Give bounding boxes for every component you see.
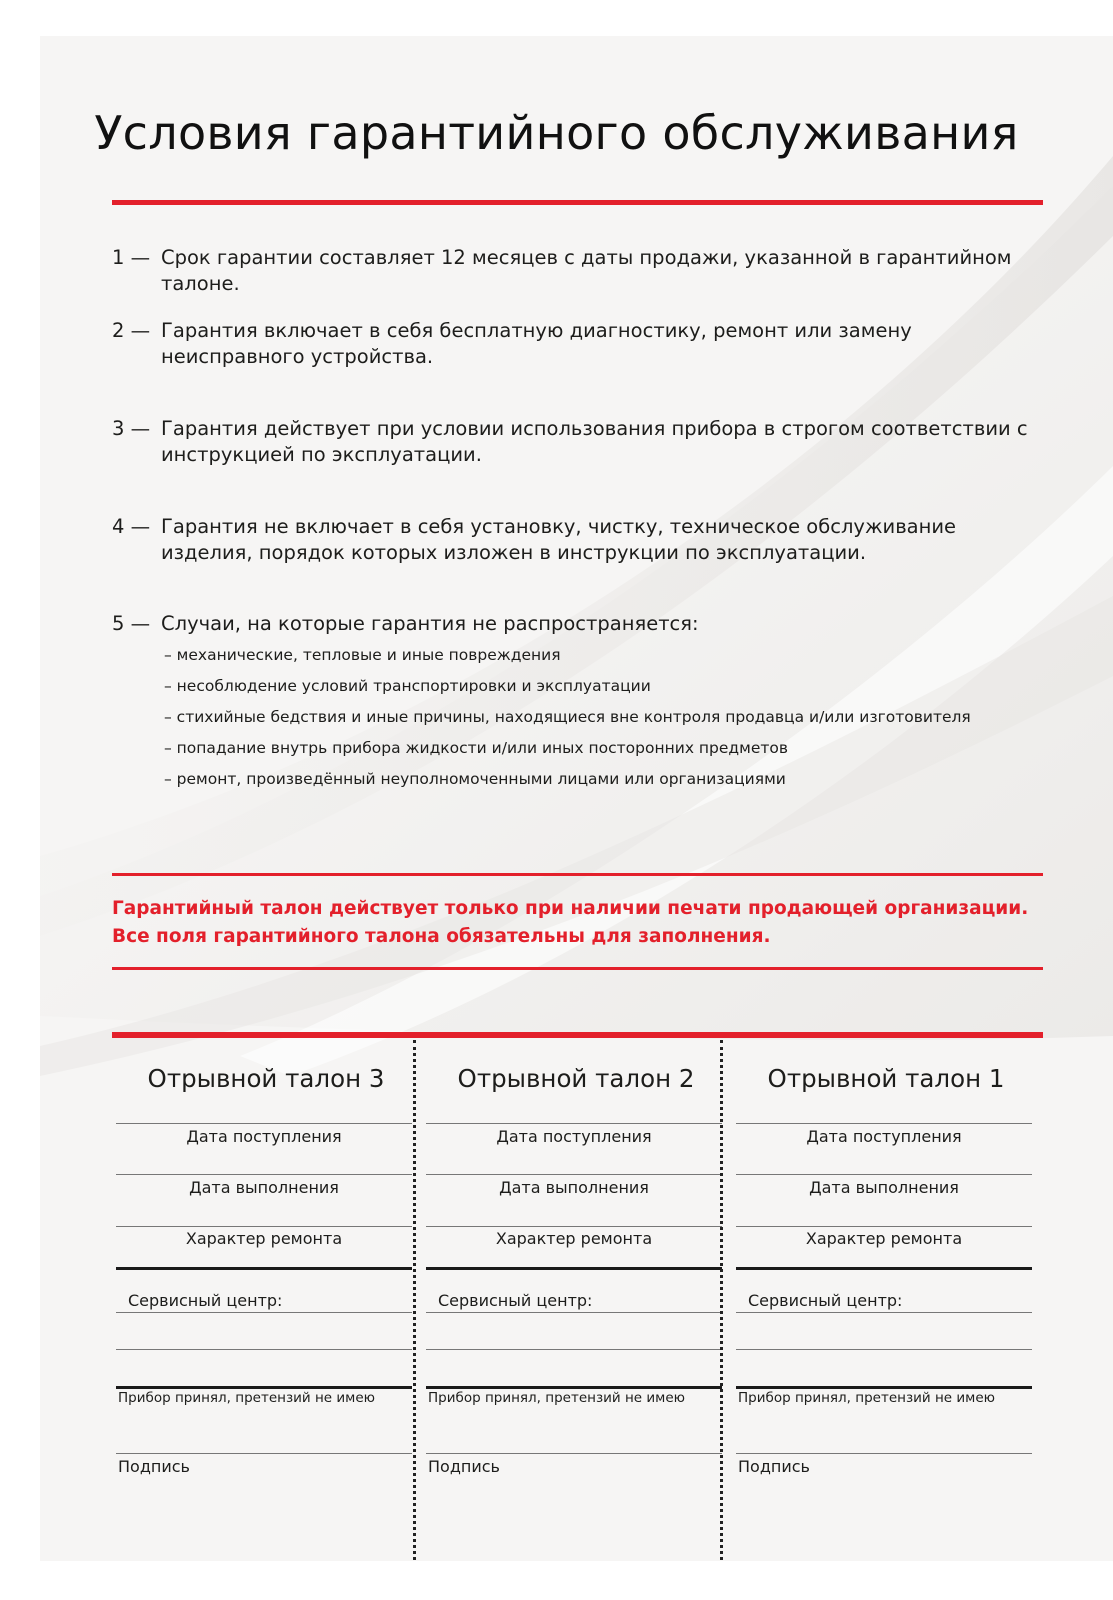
tear-line bbox=[413, 1040, 416, 1560]
received-date-line[interactable] bbox=[736, 1123, 1032, 1124]
received-date-line[interactable] bbox=[116, 1123, 412, 1124]
completed-date-line[interactable] bbox=[116, 1174, 412, 1175]
exclusion-item: – ремонт, произведённый неуполномоченными лицами или организациями bbox=[164, 770, 786, 788]
accepted-label: Прибор принял, претензий не имею bbox=[118, 1390, 376, 1406]
notice-divider-bottom bbox=[112, 967, 1043, 970]
exclusion-item: – механические, тепловые и иные повреждения bbox=[164, 646, 561, 664]
repair-type-label: Характер ремонта bbox=[805, 1229, 963, 1248]
condition-number: 1 — bbox=[112, 246, 151, 269]
condition-text: Срок гарантии составляет 12 месяцев с даты продажи, указанной в гарантийном талоне. bbox=[161, 246, 1012, 295]
received-date-line[interactable] bbox=[426, 1123, 722, 1124]
condition-text: Гарантия действует при условии использования прибора в строгом соответствии с инструкцией по эксплуатации. bbox=[161, 417, 1028, 466]
service-center-line-2[interactable] bbox=[736, 1349, 1032, 1350]
page-title: Условия гарантийного обслуживания bbox=[94, 106, 1019, 160]
section-divider bbox=[426, 1267, 722, 1270]
exclusion-item: – попадание внутрь прибора жидкости и/или иных посторонних предметов bbox=[164, 739, 789, 757]
section-divider bbox=[736, 1386, 1032, 1389]
condition-item bbox=[112, 318, 1047, 370]
received-date-label: Дата поступления bbox=[806, 1127, 962, 1146]
section-divider bbox=[116, 1267, 412, 1270]
repair-type-label: Характер ремонта bbox=[495, 1229, 653, 1248]
tear-off-coupon-3 bbox=[116, 1038, 416, 1558]
accepted-label: Прибор принял, претензий не имею bbox=[428, 1390, 686, 1406]
service-center-line[interactable] bbox=[116, 1312, 412, 1313]
title-divider bbox=[112, 200, 1043, 205]
service-center-line-2[interactable] bbox=[116, 1349, 412, 1350]
service-center-line[interactable] bbox=[736, 1312, 1032, 1313]
signature-label: Подпись bbox=[118, 1457, 190, 1476]
coupon-title: Отрывной талон 1 bbox=[767, 1064, 1005, 1093]
coupon-title: Отрывной талон 2 bbox=[457, 1064, 695, 1093]
accepted-label: Прибор принял, претензий не имею bbox=[738, 1390, 996, 1406]
condition-number: 4 — bbox=[112, 515, 151, 538]
condition-text: Гарантия не включает в себя установку, чистку, техническое обслуживание изделия, порядок которых изложен в инструкции по эксплуатации. bbox=[161, 515, 957, 564]
repair-type-label: Характер ремонта bbox=[185, 1229, 343, 1248]
signature-line[interactable] bbox=[426, 1453, 722, 1454]
condition-item bbox=[112, 416, 1047, 468]
condition-item bbox=[112, 245, 1047, 297]
tear-off-coupon-1 bbox=[736, 1038, 1036, 1558]
exclusion-item: – несоблюдение условий транспортировки и эксплуатации bbox=[164, 677, 651, 695]
coupon-title: Отрывной талон 3 bbox=[147, 1064, 385, 1093]
completed-date-label: Дата выполнения bbox=[809, 1178, 959, 1197]
received-date-label: Дата поступления bbox=[186, 1127, 342, 1146]
tear-line bbox=[720, 1040, 723, 1560]
signature-line[interactable] bbox=[736, 1453, 1032, 1454]
completed-date-line[interactable] bbox=[426, 1174, 722, 1175]
section-divider bbox=[736, 1267, 1032, 1270]
received-date-label: Дата поступления bbox=[496, 1127, 652, 1146]
section-divider bbox=[426, 1386, 722, 1389]
completed-date-label: Дата выполнения bbox=[499, 1178, 649, 1197]
signature-line[interactable] bbox=[116, 1453, 412, 1454]
condition-number: 5 — bbox=[112, 612, 151, 635]
notice-line: Все поля гарантийного талона обязательны для заполнения. bbox=[112, 926, 771, 947]
exclusions-list bbox=[164, 645, 971, 800]
tear-off-coupon-2 bbox=[426, 1038, 726, 1558]
completed-date-line[interactable] bbox=[736, 1174, 1032, 1175]
condition-number: 3 — bbox=[112, 417, 151, 440]
condition-text: Случаи, на которые гарантия не распространяется: bbox=[161, 612, 699, 635]
repair-type-line[interactable] bbox=[736, 1226, 1032, 1227]
condition-number: 2 — bbox=[112, 319, 151, 342]
signature-label: Подпись bbox=[738, 1457, 810, 1476]
repair-type-line[interactable] bbox=[116, 1226, 412, 1227]
warranty-notice bbox=[112, 895, 1047, 951]
service-center-label: Сервисный центр: bbox=[748, 1291, 903, 1310]
service-center-line-2[interactable] bbox=[426, 1349, 722, 1350]
repair-type-line[interactable] bbox=[426, 1226, 722, 1227]
service-center-label: Сервисный центр: bbox=[128, 1291, 283, 1310]
section-divider bbox=[116, 1386, 412, 1389]
condition-text: Гарантия включает в себя бесплатную диагностику, ремонт или замену неисправного устройства. bbox=[161, 319, 912, 368]
completed-date-label: Дата выполнения bbox=[189, 1178, 339, 1197]
condition-item bbox=[112, 611, 1047, 637]
service-center-label: Сервисный центр: bbox=[438, 1291, 593, 1310]
notice-divider-top bbox=[112, 873, 1043, 876]
exclusion-item: – стихийные бедствия и иные причины, находящиеся вне контроля продавца и/или изготовителя bbox=[164, 708, 971, 726]
condition-item bbox=[112, 514, 1047, 566]
signature-label: Подпись bbox=[428, 1457, 500, 1476]
notice-line: Гарантийный талон действует только при наличии печати продающей организации. bbox=[112, 898, 1029, 919]
service-center-line[interactable] bbox=[426, 1312, 722, 1313]
